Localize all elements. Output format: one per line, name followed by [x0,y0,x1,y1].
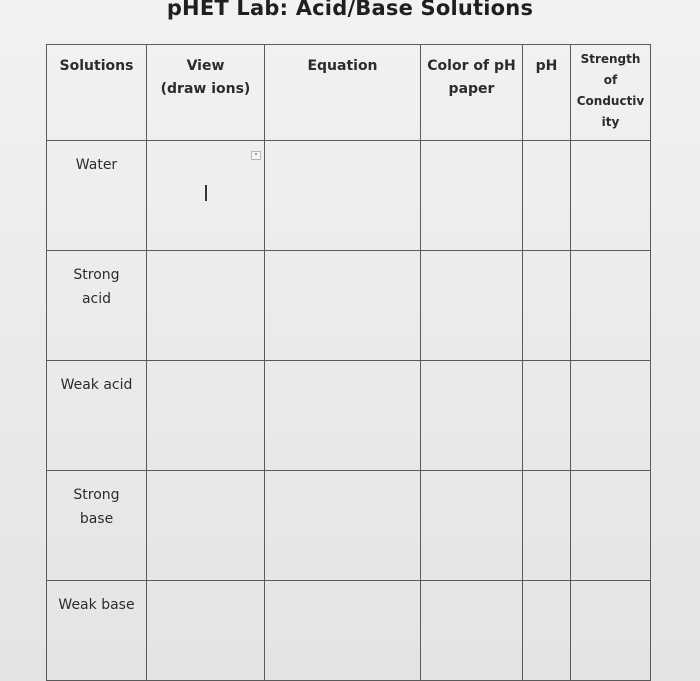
table-row [47,471,651,581]
cell-ph[interactable] [523,141,571,251]
cell-equation[interactable] [265,141,421,251]
cell-strength[interactable] [571,471,651,581]
table-row [47,361,651,471]
table-row [47,141,651,251]
header-strength-label-3: Conductiv [576,94,645,108]
header-view-sublabel: (draw ions) [160,81,251,97]
header-strength-label-4: ity [601,115,620,129]
header-view-label: View [186,58,225,74]
cell-ph[interactable] [523,251,571,361]
table-row [47,251,651,361]
cell-ph[interactable] [523,581,571,681]
cell-color[interactable] [421,251,523,361]
cell-view[interactable] [147,361,265,471]
lab-table [46,44,651,681]
table-header-row [47,45,651,141]
header-ph-label: pH [535,58,558,74]
cell-view[interactable] [147,471,265,581]
cell-strength[interactable] [571,361,651,471]
row-label-strong-base [47,471,147,581]
cell-equation[interactable] [265,361,421,471]
header-color-label-1: Color of pH [427,58,516,74]
table-row [47,581,651,681]
row-label-text-2: acid [81,291,112,307]
row-label-water [47,141,147,251]
header-solutions [47,45,147,141]
header-strength-label-2: of [603,73,618,87]
cell-equation[interactable] [265,251,421,361]
cell-equation[interactable] [265,581,421,681]
row-label-text: Strong [73,487,120,503]
text-cursor-mark [205,185,207,201]
cell-color[interactable] [421,581,523,681]
cell-color[interactable] [421,471,523,581]
header-ph [523,45,571,141]
cell-equation[interactable] [265,471,421,581]
page-title: pHET Lab: Acid/Base Solutions [166,0,534,20]
cell-color[interactable] [421,361,523,471]
header-color-label-2: paper [448,81,495,97]
cell-view[interactable] [147,141,265,251]
cell-view[interactable] [147,251,265,361]
header-equation-label: Equation [307,58,378,74]
header-equation [265,45,421,141]
row-label-text-2: base [79,511,114,527]
row-label-weak-acid [47,361,147,471]
header-solutions-label: Solutions [59,58,134,74]
row-label-text: Strong [73,267,120,283]
cell-strength[interactable] [571,251,651,361]
row-label-weak-base [47,581,147,681]
row-label-text: Weak acid [60,377,133,393]
header-strength [571,45,651,141]
cell-corner-marker-icon: ▾ [251,151,261,160]
cell-strength[interactable] [571,141,651,251]
cell-ph[interactable] [523,361,571,471]
row-label-text: Weak base [58,597,135,613]
cell-ph[interactable] [523,471,571,581]
row-label-text: Water [75,157,118,173]
header-view [147,45,265,141]
header-color [421,45,523,141]
header-strength-label-1: Strength [580,52,641,66]
cell-color[interactable] [421,141,523,251]
row-label-strong-acid [47,251,147,361]
cell-strength[interactable] [571,581,651,681]
cell-view[interactable] [147,581,265,681]
